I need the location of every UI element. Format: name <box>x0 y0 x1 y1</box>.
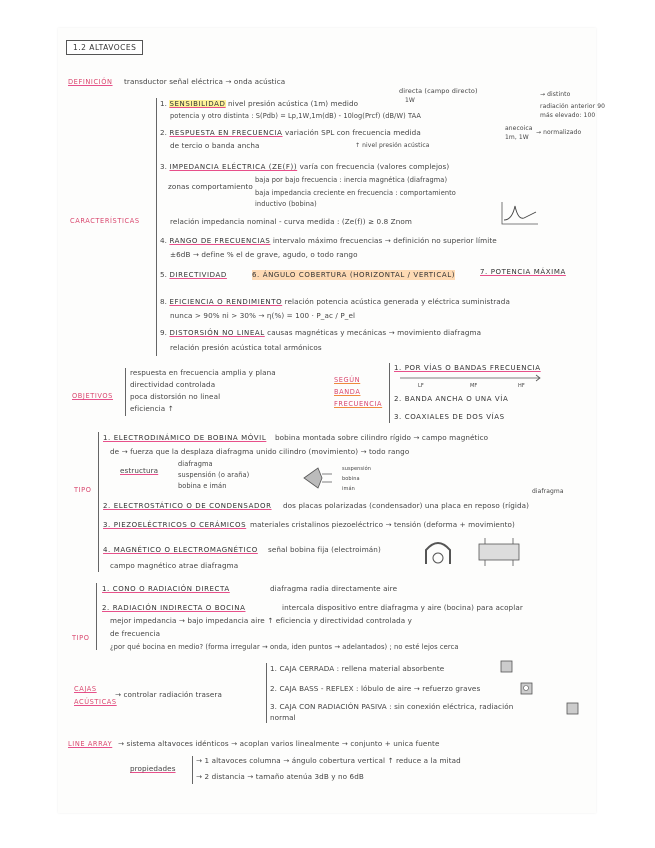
closed-box-icon <box>500 660 514 674</box>
objetivo-4: eficiencia ↑ <box>130 404 174 413</box>
speaker-box-icon <box>475 536 525 568</box>
diagram-label-suspension: suspensión <box>342 466 372 472</box>
segun-item-2: 2. BANDA ANCHA O UNA VÍA <box>394 395 509 403</box>
cajas-brace <box>266 663 267 723</box>
tipo-label: TIPO <box>74 486 92 494</box>
tipo2-2-line3: de frecuencia <box>110 629 161 638</box>
carac-5-heading: 5. DIRECTIVIDAD <box>160 270 227 279</box>
carac-6-heading: 6. ÁNGULO COBERTURA (HORIZONTAL / VERTICAL) <box>252 271 456 279</box>
electromagnet-icon <box>420 538 456 568</box>
frecuencia-label: FRECUENCIA <box>334 400 383 408</box>
tipo2-2-line4: ¿por qué bocina en medio? (forma irregular → onda, iden puntos → adelantados) ; no esté lejos cerca <box>110 643 459 651</box>
line-array-prop-1: → 1 altavoces columna → ángulo cobertura vertical ↑ reduce a la mitad <box>196 756 461 765</box>
objetivos-brace <box>125 368 126 416</box>
mark-mf: MF <box>470 383 478 389</box>
carac-1-side3: → distinto <box>540 91 571 98</box>
carac-8-line2: nunca > 90% ni > 30% → η(%) = 100 · P_ac / P_el <box>170 311 356 320</box>
tipo-3-heading: 3. PIEZOELÉCTRICOS O CERÁMICOS <box>103 521 247 529</box>
line-array-brace <box>192 756 193 784</box>
passive-radiator-box-icon <box>566 702 580 716</box>
tipo-1-bobina: bobina e imán <box>178 482 227 490</box>
caracteristicas-label: CARACTERÍSTICAS <box>70 217 140 225</box>
segun-brace <box>389 363 390 423</box>
carac-2-heading: 2. RESPUESTA EN FRECUENCIA variación SPL con frecuencia medida <box>160 128 421 137</box>
caracteristicas-brace <box>156 98 157 356</box>
segun-item-1: 1. POR VÍAS O BANDAS FRECUENCIA <box>394 364 541 372</box>
carac-2-line2: de tercio o banda ancha <box>170 141 260 150</box>
carac-1-heading: 1. SENSIBILIDAD nivel presión acústica (1m) medido <box>160 99 359 108</box>
carac-1-line2: potencia y otro distinta : S(Pdb) = Lp,1W,1m(dB) - 10log(Prcf) (dB/W) TAA <box>170 112 422 120</box>
carac-3-zonas: zonas comportamiento <box>168 182 253 191</box>
tipo-4-line2: campo magnético atrae diafragma <box>110 561 239 570</box>
tipo-1-estructura: estructura <box>120 466 159 475</box>
mark-hf: HF <box>518 383 525 389</box>
carac-9-heading: 9. DISTORSIÓN NO LINEAL causas magnéticas y mecánicas → movimiento diafragma <box>160 328 482 337</box>
tipo-1-diafragma: diafragma <box>178 460 213 468</box>
tipo-3-line1: materiales cristalinos piezoeléctrico → tensión (deforma + movimiento) <box>250 520 515 529</box>
objetivo-3: poca distorsión no lineal <box>130 392 221 401</box>
carac-1-side4: radiación anterior 90 <box>540 103 606 110</box>
tipo-1-line2: de → fuerza que la desplaza diafragma unido cilindro (movimiento) → todo rango <box>110 447 410 456</box>
tipo-4-line1: señal bobina fija (electroimán) <box>268 545 381 554</box>
caja-2: 2. CAJA BASS - REFLEX : lóbulo de aire → refuerzo graves <box>270 684 481 693</box>
segun-item-3: 3. COAXIALES DE DOS VÍAS <box>394 413 505 421</box>
tipo-brace <box>98 432 99 572</box>
line-array-line1: → sistema altavoces idénticos → acoplan varios linealmente → conjunto + unica fuente <box>118 739 440 748</box>
carac-2-side3: → normalizado <box>536 129 582 136</box>
bass-reflex-box-icon <box>520 682 534 696</box>
carac-3-zona3: inductivo (bobina) <box>255 200 317 208</box>
carac-4-heading: 4. RANGO DE FRECUENCIAS intervalo máximo frecuencias → definición no superior límite <box>160 236 497 245</box>
acusticas-label: ACÚSTICAS <box>74 698 117 706</box>
cajas-label: CAJAS <box>74 685 97 693</box>
tipo2-brace <box>96 583 97 650</box>
caja-3: 3. CAJA CON RADIACIÓN PASIVA : sin conexión eléctrica, radiación <box>270 702 514 711</box>
carac-2-side1: anecoica <box>505 125 533 132</box>
tipo-2-side: diafragma <box>532 488 564 495</box>
carac-2-side2: 1m, 1W <box>505 134 529 141</box>
carac-3-zona1: baja por bajo frecuencia : inercia magnética (diafragma) <box>255 176 448 184</box>
line-array-propiedades: propiedades <box>130 764 176 773</box>
objetivos-label: OBJETIVOS <box>72 392 113 400</box>
definicion-label: DEFINICIÓN <box>68 78 113 86</box>
caja-1: 1. CAJA CERRADA : rellena material absorbente <box>270 664 445 673</box>
line-array-prop-2: → 2 distancia → tamaño atenúa 3dB y no 6dB <box>196 772 364 781</box>
caja-3-cont: normal <box>270 713 296 722</box>
diagram-label-iman: imán <box>342 486 355 492</box>
tipo2-1-heading: 1. CONO O RADIACIÓN DIRECTA <box>102 585 230 593</box>
tipo-1-heading: 1. ELECTRODINÁMICO DE BOBINA MÓVIL <box>103 434 267 442</box>
carac-7-heading: 7. POTENCIA MÁXIMA <box>480 268 566 276</box>
tipo-2-heading: 2. ELECTROSTÁTICO O DE CONDENSADOR <box>103 502 272 510</box>
tipo-1-line1: bobina montada sobre cilindro rígido → campo magnético <box>275 433 489 442</box>
mark-lf: LF <box>418 383 424 389</box>
tipo2-2-line2: mejor impedancia → bajo impedancia aire ↑ eficiencia y directividad controlada y <box>110 616 412 625</box>
tipo2-2-line1: intercala dispositivo entre diafragma y aire (bocina) para acoplar <box>282 603 523 612</box>
banda-label: BANDA <box>334 388 361 396</box>
carac-3-line3: relación impedancia nominal - curva medida : (Ze(f)) ≥ 0.8 Znom <box>170 217 412 226</box>
carac-9-line2: relación presión acústica total armónicos <box>170 343 322 352</box>
segun-label: SEGÚN <box>334 376 361 384</box>
carac-1-side1: directa (campo directo) <box>399 87 478 95</box>
page-title: 1.2 ALTAVOCES <box>66 40 143 55</box>
tipo-4-heading: 4. MAGNÉTICO O ELECTROMAGNÉTICO <box>103 546 258 554</box>
tipo-1-suspension: suspensión (o araña) <box>178 471 250 479</box>
definicion-text: transductor señal eléctrica → onda acústica <box>124 77 286 86</box>
carac-2-side4: ↑ nivel presión acústica <box>355 142 430 149</box>
carac-1-side2: 1W <box>405 97 415 104</box>
carac-1-side5: más elevado: 100 <box>540 112 596 119</box>
cajas-lead: → controlar radiación trasera <box>115 690 222 699</box>
speaker-diagram-icon <box>300 462 340 494</box>
objetivo-1: respuesta en frecuencia amplia y plana <box>130 368 276 377</box>
tipo2-label: TIPO <box>72 634 90 642</box>
carac-4-line2: ±6dB → define % el de grave, agudo, o todo rango <box>170 250 358 259</box>
diagram-label-bobina: bobina <box>342 476 360 482</box>
carac-3-heading: 3. IMPEDANCIA ELÉCTRICA (ZE(F)) varía con frecuencia (valores complejos) <box>160 162 450 171</box>
carac-3-zona2: baja impedancia creciente en frecuencia : comportamiento <box>255 189 456 197</box>
carac-8-heading: 8. EFICIENCIA O RENDIMIENTO relación potencia acústica generada y eléctrica suministrada <box>160 297 510 306</box>
line-array-label: LINE ARRAY <box>68 740 113 748</box>
tipo2-2-heading: 2. RADIACIÓN INDIRECTA O BOCINA <box>102 604 246 612</box>
tipo2-1-line1: diafragma radia directamente aire <box>270 584 398 593</box>
objetivo-2: directividad controlada <box>130 380 216 389</box>
impedance-curve-icon <box>500 200 540 226</box>
tipo-2-line1: dos placas polarizadas (condensador) una placa en reposo (rígida) <box>283 501 530 510</box>
